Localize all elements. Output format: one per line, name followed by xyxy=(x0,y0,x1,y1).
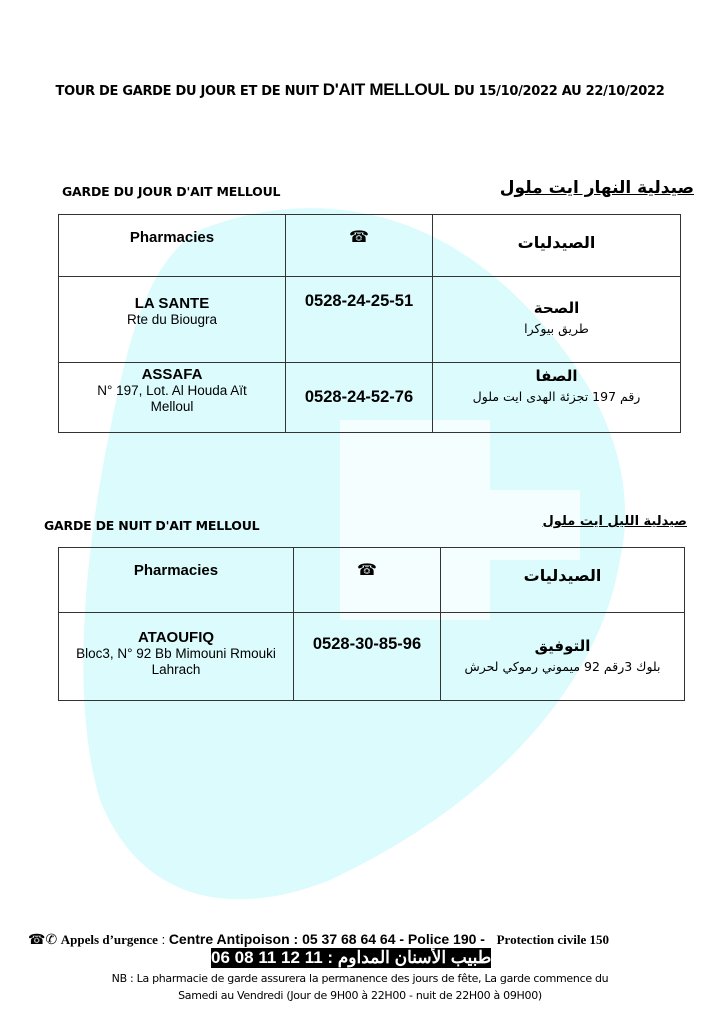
pharmacy-address-ar: بلوك 3رقم 92 ميموني رموكي لحرش xyxy=(464,659,661,674)
pharmacy-phone[interactable]: 0528-24-25-51 xyxy=(304,292,414,310)
day-section-title-fr: GARDE DU JOUR D'AIT MELLOUL xyxy=(62,184,281,199)
phone-cell xyxy=(286,277,433,363)
pharmacy-cell xyxy=(59,277,286,363)
pharmacy-phone[interactable]: 0528-24-52-76 xyxy=(304,388,414,406)
civil-protection: Protection civile 150 xyxy=(496,932,609,947)
table-header-row xyxy=(59,548,685,613)
night-section-title-ar: صيدلية الليل ايت ملول xyxy=(542,514,687,529)
table-row xyxy=(59,613,685,701)
note: NB : La pharmacie de garde assurera la permanence des jours de fête, La garde commence du Samedi au Vendredi (Jour de 9H00 à 22H00 - nuit de 22H00 à 09H00) xyxy=(111,972,609,1002)
pharmacy-name: ATAOUFIQ xyxy=(137,629,215,646)
pharmacy-cell-ar xyxy=(433,277,681,363)
pharmacy-name-ar: الصفا xyxy=(535,367,578,385)
emergency-calls-line: ☎✆ Appels d’urgence : Centre Antipoison : 05 37 68 64 64 - Police 190 - Protection civile 150 xyxy=(28,931,609,947)
pharmacy-cell xyxy=(59,363,286,433)
page-title: TOUR DE GARDE DU JOUR ET DE NUIT D'AIT MELLOUL DU 15/10/2022 AU 22/10/2022 xyxy=(55,80,665,99)
phone-cell xyxy=(286,363,433,433)
table-row xyxy=(59,277,681,363)
phone-icon: ☎✆ xyxy=(28,931,58,947)
city-name: D'AIT MELLOUL xyxy=(322,80,450,99)
on-duty-dentist-banner: طبيب الأسنان المداوم : 11 12 11 08 06 xyxy=(211,948,491,967)
pharmacy-cell-ar xyxy=(433,363,681,433)
phone-icon: ☎ xyxy=(294,548,441,613)
pharmacy-name-ar: التوفيق xyxy=(534,637,591,655)
table-row xyxy=(59,363,681,433)
day-pharmacies-table xyxy=(58,214,681,433)
phone-icon: ☎ xyxy=(286,215,433,277)
column-header-pharmacies-ar: الصيدليات xyxy=(441,548,685,613)
pharmacy-cell xyxy=(59,613,294,701)
emergency-label: Appels d’urgence xyxy=(60,932,158,947)
column-header-pharmacies: Pharmacies xyxy=(59,215,286,277)
table-header-row xyxy=(59,215,681,277)
column-header-pharmacies-ar: الصيدليات xyxy=(433,215,681,277)
night-pharmacies-table xyxy=(58,547,685,701)
pharmacy-address: Bloc3, N° 92 Bb Mimouni Rmouki Lahrach xyxy=(76,646,276,677)
pharmacy-address-ar: طريق بيوكرا xyxy=(524,321,589,336)
pharmacy-address-ar: رقم 197 تجزئة الهدى ايت ملول xyxy=(472,389,641,404)
pharmacy-name: LA SANTE xyxy=(134,295,210,312)
night-section-title-fr: GARDE DE NUIT D'AIT MELLOUL xyxy=(44,518,260,533)
pharmacy-address: N° 197, Lot. Al Houda Aït Melloul xyxy=(97,383,247,414)
phone-cell xyxy=(294,613,441,701)
day-section-title-ar: صيدلية النهار ايت ملول xyxy=(499,178,694,198)
pharmacy-cell-ar xyxy=(441,613,685,701)
emergency-numbers: Centre Antipoison : 05 37 68 64 64 - Police 190 - xyxy=(168,931,485,947)
pharmacy-address: Rte du Biougra xyxy=(126,312,218,327)
pharmacy-name: ASSAFA xyxy=(141,366,203,383)
column-header-pharmacies: Pharmacies xyxy=(59,548,294,613)
pharmacy-phone[interactable]: 0528-30-85-96 xyxy=(312,635,422,653)
pharmacy-name-ar: الصحة xyxy=(533,299,580,317)
